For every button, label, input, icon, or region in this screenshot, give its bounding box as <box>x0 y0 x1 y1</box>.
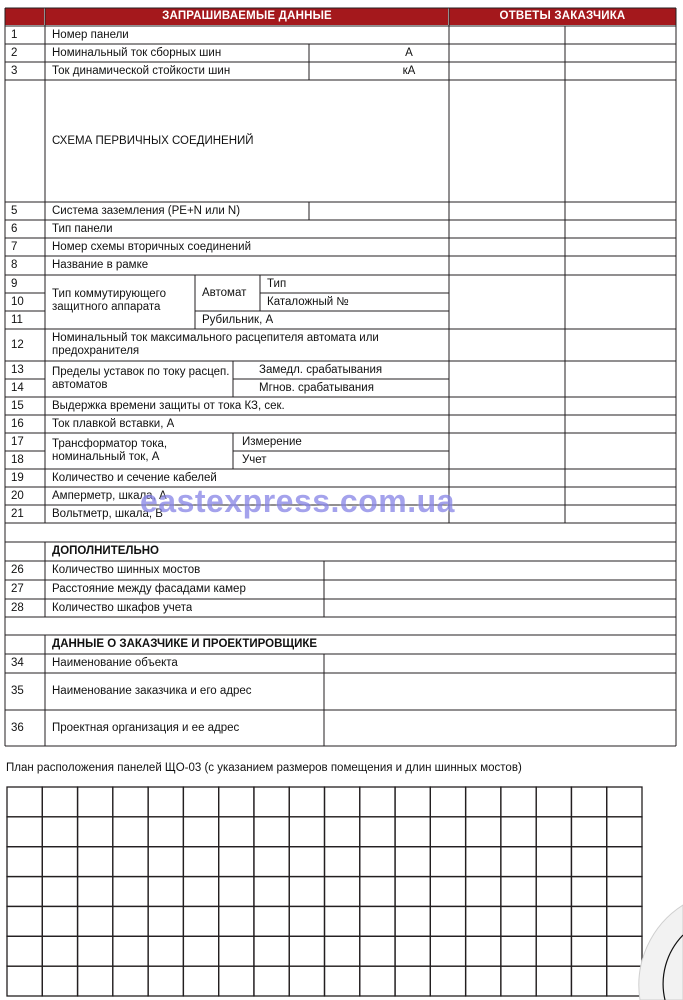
plan-grid-cell[interactable] <box>325 877 360 907</box>
plan-grid-cell[interactable] <box>7 847 42 877</box>
plan-grid-cell[interactable] <box>395 817 430 847</box>
cables-label: Количество и сечение кабелей <box>52 471 217 484</box>
plan-grid-cell[interactable] <box>183 936 218 966</box>
switching-device-label: Тип коммутирующего защитного аппарата <box>52 288 167 313</box>
plan-grid-cell[interactable] <box>42 787 77 817</box>
plan-grid-cell[interactable] <box>254 877 289 907</box>
plan-grid-cell[interactable] <box>607 877 642 907</box>
plan-caption: План расположения панелей ЩО-03 (с указанием размеров помещения и длин шинных мостов) <box>6 762 522 774</box>
row-number: 6 <box>11 222 18 235</box>
primary-connections-schema-label: СХЕМА ПЕРВИЧНЫХ СОЕДИНЕНИЙ <box>52 134 254 147</box>
row-number: 13 <box>11 363 24 376</box>
plan-grid-cell[interactable] <box>289 966 324 996</box>
row-number: 21 <box>11 507 24 520</box>
plan-grid-cell[interactable] <box>148 877 183 907</box>
plan-grid-cell[interactable] <box>571 817 606 847</box>
plan-grid-cell[interactable] <box>536 966 571 996</box>
metering-label: Учет <box>242 453 267 466</box>
plan-grid-cell[interactable] <box>571 966 606 996</box>
plan-grid-cell[interactable] <box>78 787 113 817</box>
plan-grid-cell[interactable] <box>430 847 465 877</box>
plan-grid-cell[interactable] <box>148 966 183 996</box>
plan-grid-cell[interactable] <box>113 936 148 966</box>
plan-grid-cell[interactable] <box>148 936 183 966</box>
plan-grid-cell[interactable] <box>571 877 606 907</box>
row-number: 27 <box>11 583 24 595</box>
plan-grid-cell[interactable] <box>113 906 148 936</box>
plan-grid-cell[interactable] <box>219 906 254 936</box>
plan-grid-cell[interactable] <box>430 787 465 817</box>
current-transformer-label: Трансформатор тока, номинальный ток, А <box>52 438 168 463</box>
plan-grid-cell[interactable] <box>536 817 571 847</box>
plan-grid-cell[interactable] <box>7 936 42 966</box>
breaker-type-label: Тип <box>267 277 287 290</box>
facade-distance-label: Расстояние между фасадами камер <box>52 583 246 595</box>
plan-grid-cell[interactable] <box>501 936 536 966</box>
plan-grid-cell[interactable] <box>78 966 113 996</box>
grounding-system-label: Система заземления (PE+N или N) <box>52 204 241 217</box>
plan-grid-cell[interactable] <box>7 906 42 936</box>
customer-answers-area[interactable] <box>449 26 676 523</box>
measurement-label: Измерение <box>242 435 302 448</box>
row-number: 7 <box>11 240 18 253</box>
plan-grid-cell[interactable] <box>501 817 536 847</box>
plan-grid-cell[interactable] <box>360 877 395 907</box>
plan-grid-cell[interactable] <box>219 966 254 996</box>
plan-grid-cell[interactable] <box>607 817 642 847</box>
plan-grid-cell[interactable] <box>325 847 360 877</box>
plan-grid-cell[interactable] <box>7 966 42 996</box>
plan-grid-cell[interactable] <box>78 817 113 847</box>
metering-cabinets-label: Количество шкафов учета <box>52 601 193 614</box>
plan-grid-cell[interactable] <box>430 877 465 907</box>
layout-plan-grid[interactable] <box>0 760 683 1000</box>
instant-trip-label: Мгнов. срабатывания <box>259 381 374 394</box>
header-requested-data: ЗАПРАШИВАЕМЫЕ ДАННЫЕ <box>162 10 332 22</box>
row-number: 26 <box>11 564 24 576</box>
plan-grid-cell[interactable] <box>219 787 254 817</box>
row-number: 34 <box>11 657 24 669</box>
plan-grid-cell[interactable] <box>289 936 324 966</box>
plan-grid-cell[interactable] <box>607 906 642 936</box>
plan-grid-cell[interactable] <box>289 906 324 936</box>
short-circuit-delay-label: Выдержка времени защиты от тока КЗ, сек. <box>52 399 285 412</box>
row-number: 28 <box>11 601 24 614</box>
plan-grid-cell[interactable] <box>360 966 395 996</box>
plan-grid-cell[interactable] <box>395 966 430 996</box>
plan-grid-cell[interactable] <box>501 787 536 817</box>
plan-grid-cell[interactable] <box>395 877 430 907</box>
plan-grid-cell[interactable] <box>219 877 254 907</box>
plan-grid-cell[interactable] <box>148 787 183 817</box>
frame-title-label: Название в рамке <box>52 258 149 271</box>
plan-grid-cell[interactable] <box>254 817 289 847</box>
plan-grid-cell[interactable] <box>183 877 218 907</box>
plan-grid-cell[interactable] <box>148 906 183 936</box>
plan-grid-cell[interactable] <box>430 966 465 996</box>
plan-grid-cell[interactable] <box>254 936 289 966</box>
plan-grid-cell[interactable] <box>325 936 360 966</box>
plan-grid-cell[interactable] <box>7 817 42 847</box>
plan-grid-cell[interactable] <box>254 787 289 817</box>
plan-grid-cell[interactable] <box>325 787 360 817</box>
plan-grid-cell[interactable] <box>466 966 501 996</box>
busbar-rated-current-label: Номинальный ток сборных шин <box>52 46 222 59</box>
delayed-trip-label: Замедл. срабатывания <box>259 363 383 376</box>
plan-grid-cell[interactable] <box>113 877 148 907</box>
plan-grid-cell[interactable] <box>254 847 289 877</box>
row-number: 10 <box>11 295 24 308</box>
plan-grid-cell[interactable] <box>466 877 501 907</box>
plan-grid-cell[interactable] <box>42 877 77 907</box>
unit-amps: А <box>405 46 413 59</box>
release-settings-label: Пределы уставок по току расцеп. автоматов <box>52 366 230 391</box>
busbar-dynamic-current-label: Ток динамической стойкости шин <box>52 64 231 77</box>
plan-grid-cell[interactable] <box>7 787 42 817</box>
design-organization-label: Проектная организация и ее адрес <box>52 721 240 734</box>
plan-grid-cell[interactable] <box>7 877 42 907</box>
plan-grid-cell[interactable] <box>536 906 571 936</box>
fuse-current-label: Ток плавкой вставки, А <box>52 417 175 430</box>
plan-grid-cell[interactable] <box>219 817 254 847</box>
row-number: 36 <box>11 721 24 734</box>
plan-grid-cell[interactable] <box>430 817 465 847</box>
plan-grid-cell[interactable] <box>78 877 113 907</box>
plan-grid-cell[interactable] <box>183 847 218 877</box>
plan-grid-cell[interactable] <box>254 906 289 936</box>
row-number: 5 <box>11 204 18 217</box>
plan-grid-cell[interactable] <box>360 847 395 877</box>
plan-grid-cell[interactable] <box>289 847 324 877</box>
plan-grid-cell[interactable] <box>42 817 77 847</box>
row-number: 8 <box>11 258 18 271</box>
plan-grid-cell[interactable] <box>536 877 571 907</box>
row-number: 15 <box>11 399 24 412</box>
plan-grid-cell[interactable] <box>607 787 642 817</box>
header-customer-answers: ОТВЕТЫ ЗАКАЗЧИКА <box>499 10 626 22</box>
plan-grid-cell[interactable] <box>325 817 360 847</box>
customer-name-address-label: Наименование заказчика и его адрес <box>52 685 252 697</box>
plan-grid-cell[interactable] <box>501 877 536 907</box>
plan-grid-cell[interactable] <box>466 906 501 936</box>
catalog-number-label: Каталожный № <box>267 295 349 308</box>
plan-grid-cell[interactable] <box>183 906 218 936</box>
disconnector-label: Рубильник, А <box>202 313 274 326</box>
plan-grid-cell[interactable] <box>571 847 606 877</box>
object-name-label: Наименование объекта <box>52 657 178 669</box>
plan-grid-cell[interactable] <box>148 817 183 847</box>
customer-section-title: ДАННЫЕ О ЗАКАЗЧИКЕ И ПРОЕКТИРОВЩИКЕ <box>52 638 318 650</box>
plan-grid-cell[interactable] <box>466 936 501 966</box>
row-number: 16 <box>11 417 24 430</box>
voltmeter-label: Вольтметр, шкала, В <box>52 507 163 520</box>
plan-grid-cell[interactable] <box>289 877 324 907</box>
plan-grid-cell[interactable] <box>219 936 254 966</box>
plan-grid-cell[interactable] <box>289 787 324 817</box>
row-number: 14 <box>11 381 24 394</box>
panel-number-label: Номер панели <box>52 28 129 41</box>
plan-grid-cell[interactable] <box>183 787 218 817</box>
plan-grid-cell[interactable] <box>360 936 395 966</box>
plan-grid-cell[interactable] <box>289 817 324 847</box>
plan-grid-cell[interactable] <box>466 817 501 847</box>
plan-grid-cell[interactable] <box>536 787 571 817</box>
additional-answers-area[interactable] <box>324 561 676 617</box>
plan-grid-cell[interactable] <box>113 966 148 996</box>
row-number: 20 <box>11 489 24 502</box>
plan-grid-cell[interactable] <box>395 787 430 817</box>
secondary-scheme-number-label: Номер схемы вторичных соединений <box>52 240 251 253</box>
max-release-current-label: Номинальный ток максимального расцепителя автомата или предохранителя <box>52 332 379 357</box>
plan-grid-cell[interactable] <box>430 936 465 966</box>
plan-grid-cell[interactable] <box>113 817 148 847</box>
row-number: 17 <box>11 435 24 448</box>
customer-info-answers-area[interactable] <box>324 654 676 746</box>
plan-grid-cell[interactable] <box>395 936 430 966</box>
plan-grid-cell[interactable] <box>430 906 465 936</box>
panel-type-label: Тип панели <box>52 222 113 235</box>
plan-grid-cell[interactable] <box>395 847 430 877</box>
additional-section-title: ДОПОЛНИТЕЛЬНО <box>52 545 159 557</box>
plan-grid-cell[interactable] <box>78 936 113 966</box>
plan-grid-cell[interactable] <box>536 936 571 966</box>
plan-grid-cell[interactable] <box>360 787 395 817</box>
plan-grid-cell[interactable] <box>42 847 77 877</box>
plan-grid-cell[interactable] <box>325 906 360 936</box>
plan-grid-cell[interactable] <box>571 787 606 817</box>
plan-grid-cell[interactable] <box>360 906 395 936</box>
plan-grid-cell[interactable] <box>42 936 77 966</box>
plan-grid-cell[interactable] <box>607 847 642 877</box>
row-number: 3 <box>11 64 18 77</box>
row-number: 19 <box>11 471 24 484</box>
plan-grid-cell[interactable] <box>78 847 113 877</box>
row-number: 9 <box>11 277 18 290</box>
row-number: 18 <box>11 453 24 466</box>
site-watermark: eastexpress.com.ua <box>140 483 455 519</box>
row-number: 12 <box>11 338 24 351</box>
unit-kiloamps: кА <box>402 64 416 77</box>
plan-grid-cell[interactable] <box>42 966 77 996</box>
plan-grid-cell[interactable] <box>501 966 536 996</box>
plan-grid-cell[interactable] <box>607 966 642 996</box>
plan-grid-cell[interactable] <box>254 966 289 996</box>
plan-grid-cell[interactable] <box>183 817 218 847</box>
plan-grid-cell[interactable] <box>42 906 77 936</box>
plan-grid-cell[interactable] <box>360 817 395 847</box>
ammeter-label: Амперметр, шкала, А <box>52 489 167 502</box>
row-number: 35 <box>11 685 24 697</box>
plan-grid-cell[interactable] <box>501 847 536 877</box>
plan-grid-cell[interactable] <box>466 847 501 877</box>
plan-grid-cell[interactable] <box>571 936 606 966</box>
plan-grid-cell[interactable] <box>78 906 113 936</box>
circuit-breaker-label: Автомат <box>202 286 247 299</box>
plan-grid-cell[interactable] <box>325 966 360 996</box>
plan-grid-cell[interactable] <box>607 936 642 966</box>
row-number: 1 <box>11 28 18 41</box>
plan-grid-cell[interactable] <box>466 787 501 817</box>
plan-grid-cell[interactable] <box>501 906 536 936</box>
row-number: 11 <box>11 313 23 326</box>
plan-grid-cell[interactable] <box>536 847 571 877</box>
plan-grid-cell[interactable] <box>113 787 148 817</box>
plan-grid-cell[interactable] <box>148 847 183 877</box>
plan-grid-cell[interactable] <box>395 906 430 936</box>
row-number: 2 <box>11 46 18 59</box>
plan-grid-cell[interactable] <box>571 906 606 936</box>
bus-bridges-count-label: Количество шинных мостов <box>52 564 201 576</box>
plan-grid-cell[interactable] <box>113 847 148 877</box>
plan-grid-cell[interactable] <box>219 847 254 877</box>
plan-grid-cell[interactable] <box>183 966 218 996</box>
